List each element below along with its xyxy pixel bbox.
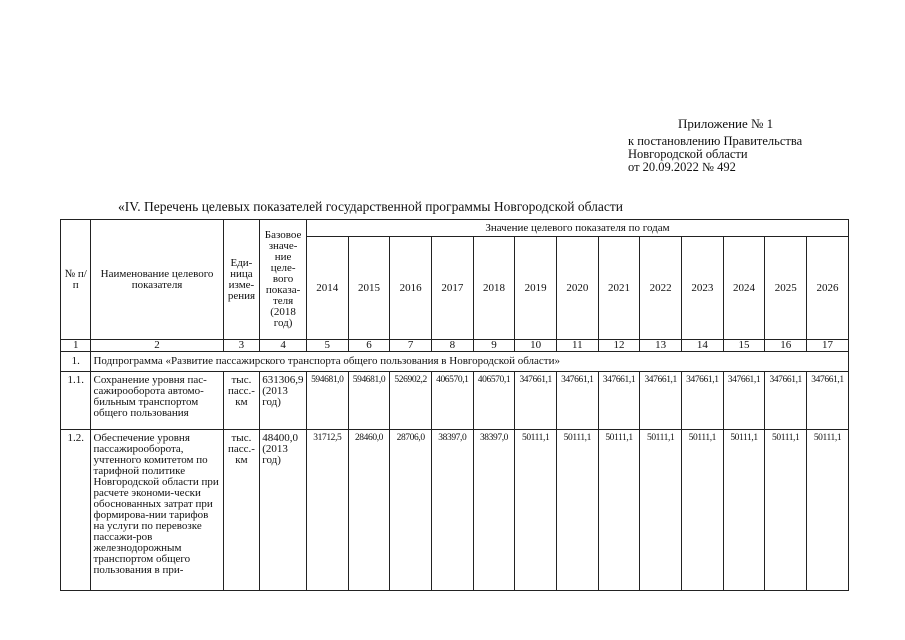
document-heading: «IV. Перечень целевых показателей государственной программы Новгородской области [118, 199, 623, 214]
year-value: 50111,1 [807, 430, 849, 591]
year-value: 347661,1 [723, 372, 765, 430]
column-number: 11 [557, 340, 599, 352]
year-header: 2021 [598, 237, 640, 340]
year-value: 406570,1 [431, 372, 473, 430]
year-value: 50111,1 [723, 430, 765, 591]
header-number: № п/п [61, 220, 91, 340]
column-number: 10 [515, 340, 557, 352]
year-value: 594681,0 [306, 372, 348, 430]
column-number: 5 [306, 340, 348, 352]
year-header: 2025 [765, 237, 807, 340]
year-value: 347661,1 [515, 372, 557, 430]
indicators-table [60, 219, 849, 591]
year-value: 50111,1 [515, 430, 557, 591]
year-header: 2018 [473, 237, 515, 340]
year-value: 347661,1 [598, 372, 640, 430]
year-value: 31712,5 [306, 430, 348, 591]
year-value: 347661,1 [557, 372, 599, 430]
year-header: 2022 [640, 237, 682, 340]
year-header: 2024 [723, 237, 765, 340]
row-number: 1.2. [61, 430, 91, 591]
year-header: 2017 [431, 237, 473, 340]
column-number: 8 [431, 340, 473, 352]
row-number: 1.1. [61, 372, 91, 430]
header-unit: Еди-ница изме-рения [223, 220, 260, 340]
year-value: 38397,0 [431, 430, 473, 591]
column-number: 3 [223, 340, 260, 352]
table-row [61, 372, 849, 430]
header-base-value: Базовое значе-ние целе-вого показа-теля (2018 год) [260, 220, 307, 340]
order-line: от 20.09.2022 № 492 [628, 160, 736, 174]
year-value: 406570,1 [473, 372, 515, 430]
year-value: 50111,1 [682, 430, 724, 591]
year-value: 347661,1 [807, 372, 849, 430]
year-value: 38397,0 [473, 430, 515, 591]
year-value: 28460,0 [348, 430, 390, 591]
appendix-label: Приложение № 1 [678, 116, 774, 131]
column-number: 13 [640, 340, 682, 352]
year-header: 2014 [306, 237, 348, 340]
column-number: 1 [61, 340, 91, 352]
table-header-row [61, 220, 849, 237]
year-header: 2019 [515, 237, 557, 340]
column-number: 12 [598, 340, 640, 352]
column-number: 14 [682, 340, 724, 352]
subprogram-number: 1. [61, 352, 91, 372]
column-number: 6 [348, 340, 390, 352]
year-value: 347661,1 [640, 372, 682, 430]
column-number: 4 [260, 340, 307, 352]
year-value: 594681,0 [348, 372, 390, 430]
unit-cell: тыс. пасс.-км [223, 372, 260, 430]
year-header: 2016 [390, 237, 432, 340]
year-value: 50111,1 [640, 430, 682, 591]
column-number: 2 [91, 340, 223, 352]
column-number: 9 [473, 340, 515, 352]
column-number: 17 [807, 340, 849, 352]
base-value: 631306,9 (2013 год) [260, 372, 307, 430]
year-value: 50111,1 [598, 430, 640, 591]
order-line: Новгородской области [628, 147, 748, 161]
subprogram-row [61, 352, 849, 372]
column-number: 7 [390, 340, 432, 352]
indicator-name: Сохранение уровня пас-сажирооборота автомо-бильным транспортом общего пользования [91, 372, 223, 430]
column-number-row [61, 340, 849, 352]
indicator-name: Обеспечение уровня пассажирооборота, учтенного комитетом по тарифной политике Новгородской области при расчете экономи-чески обоснованных затрат при формирова-нии тарифов на услуги по перевозке пассажи-ров железнодорожным транспортом общего пользования в при- [91, 430, 223, 591]
subprogram-title: Подпрограмма «Развитие пассажирского транспорта общего пользования в Новгородской области» [91, 352, 849, 372]
header-indicator-name: Наименование целевого показателя [91, 220, 223, 340]
year-value: 347661,1 [765, 372, 807, 430]
year-header: 2015 [348, 237, 390, 340]
year-header: 2023 [682, 237, 724, 340]
unit-cell: тыс. пасс.-км [223, 430, 260, 591]
year-value: 50111,1 [557, 430, 599, 591]
year-header: 2026 [807, 237, 849, 340]
year-value: 347661,1 [682, 372, 724, 430]
order-line: к постановлению Правительства [628, 134, 803, 148]
order-reference [628, 135, 868, 174]
year-value: 526902,2 [390, 372, 432, 430]
header-values-by-year: Значение целевого показателя по годам [306, 220, 848, 237]
column-number: 15 [723, 340, 765, 352]
year-header: 2020 [557, 237, 599, 340]
year-value: 28706,0 [390, 430, 432, 591]
base-value: 48400,0 (2013 год) [260, 430, 307, 591]
table-row [61, 430, 849, 591]
year-value: 50111,1 [765, 430, 807, 591]
column-number: 16 [765, 340, 807, 352]
